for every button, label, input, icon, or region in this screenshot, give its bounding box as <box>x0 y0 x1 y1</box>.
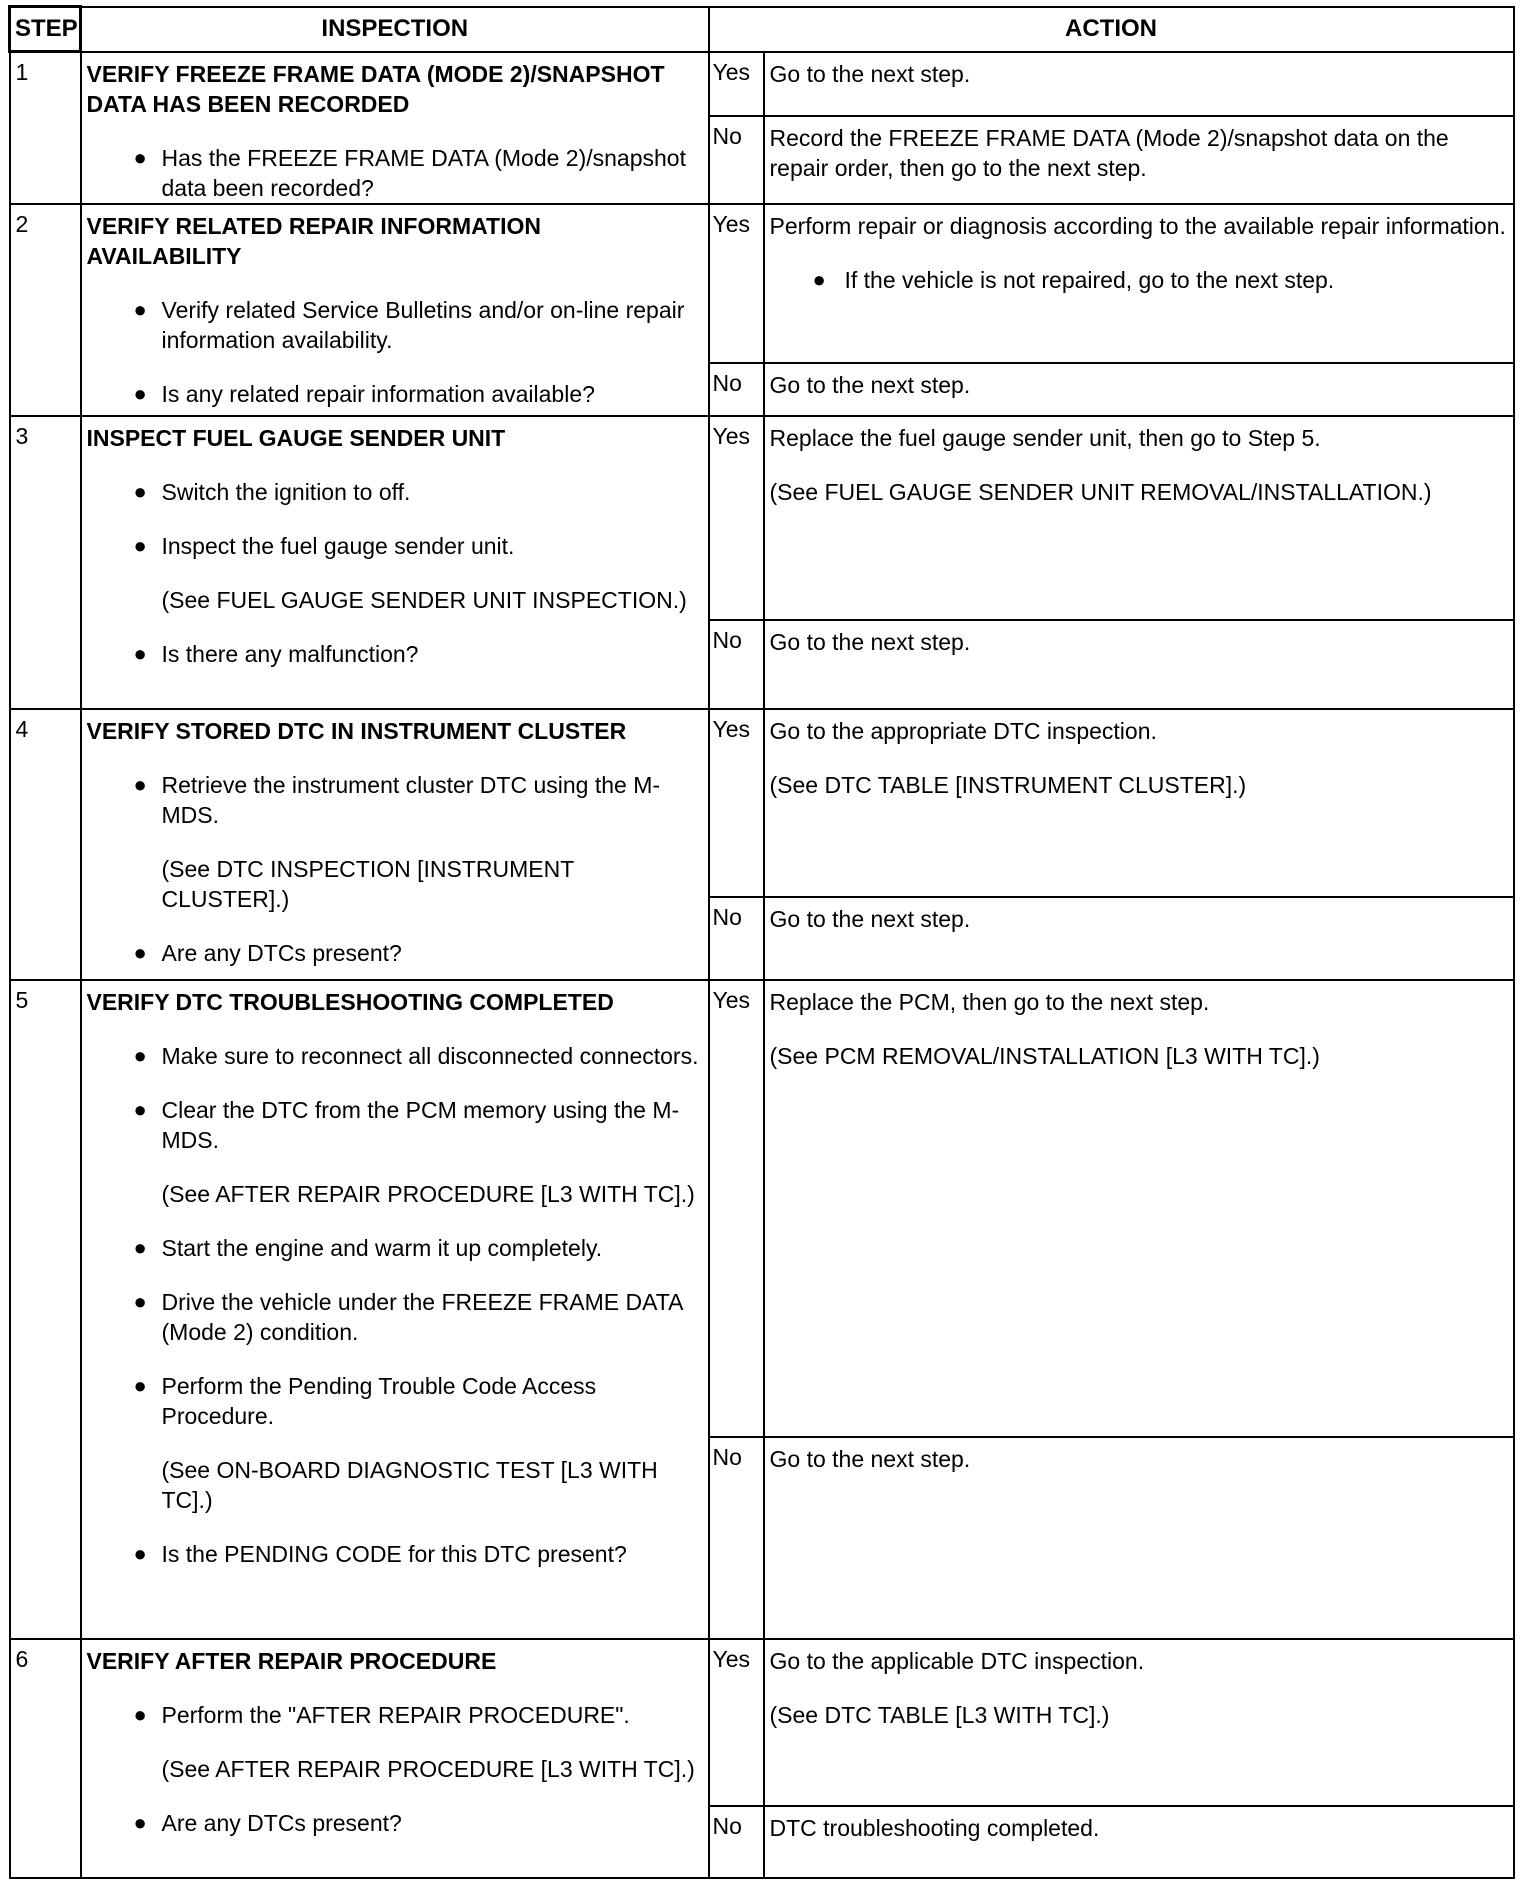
action-text: Go to the next step. <box>769 905 971 932</box>
action-text: (See FUEL GAUGE SENDER UNIT REMOVAL/INSTALLATION.) <box>769 478 1432 505</box>
inspection-item-text: Is any related repair information available? <box>161 381 595 408</box>
action-text: Go to the next step. <box>769 628 971 655</box>
inspection-list <box>87 770 702 968</box>
inspection-title: INSPECT FUEL GAUGE SENDER UNIT <box>86 424 506 451</box>
action-text: Go to the appropriate DTC inspection. <box>769 718 1157 745</box>
answer-yes-label: Yes <box>709 709 764 897</box>
inspection-title: VERIFY AFTER REPAIR PROCEDURE <box>86 1647 497 1674</box>
answer-yes-label: Yes <box>709 980 764 1437</box>
inspection-item <box>87 639 702 669</box>
table-row <box>10 52 1514 116</box>
inspection-item <box>87 531 702 561</box>
yes-action-cell <box>764 709 1514 897</box>
inspection-item-text: Switch the ignition to off. <box>161 478 411 505</box>
inspection-item <box>87 1233 702 1263</box>
bullet-icon: ● <box>133 532 147 558</box>
table-row <box>10 416 1514 620</box>
step-number: 2 <box>10 204 81 416</box>
inspection-reference <box>87 1754 702 1784</box>
bullet-icon: ● <box>133 1809 147 1835</box>
yes-action-cell <box>764 204 1514 363</box>
no-action-cell <box>764 1437 1514 1639</box>
action-text: Go to the next step. <box>769 371 971 398</box>
answer-yes-label: Yes <box>709 416 764 620</box>
action-text: Perform repair or diagnosis according to the available repair information. <box>769 213 1506 240</box>
inspection-item-text: Perform the "AFTER REPAIR PROCEDURE". <box>161 1701 630 1728</box>
answer-yes-label: Yes <box>709 52 764 116</box>
inspection-reference <box>87 1179 702 1209</box>
action-text: Go to the applicable DTC inspection. <box>769 1647 1145 1674</box>
action-text: (See DTC TABLE [INSTRUMENT CLUSTER].) <box>769 772 1247 799</box>
table-row <box>10 980 1514 1437</box>
action-text: DTC troubleshooting completed. <box>769 1814 1100 1841</box>
inspection-reference <box>87 1455 702 1515</box>
inspection-item-text: (See FUEL GAUGE SENDER UNIT INSPECTION.) <box>161 586 687 613</box>
inspection-item <box>87 938 702 968</box>
inspection-item <box>87 1808 702 1838</box>
inspection-cell <box>81 980 709 1639</box>
no-action-cell <box>764 116 1514 204</box>
inspection-item <box>87 1095 702 1155</box>
inspection-item-text: Drive the vehicle under the FREEZE FRAME DATA (Mode 2) condition. <box>161 1289 683 1346</box>
answer-no-label: No <box>709 363 764 416</box>
step-number: 6 <box>10 1639 81 1878</box>
bullet-icon: ● <box>133 1097 147 1123</box>
inspection-item <box>87 1371 702 1431</box>
step-column-header: STEP <box>10 7 81 52</box>
inspection-item-text: Verify related Service Bulletins and/or on-line repair information availability. <box>161 297 685 354</box>
action-sub-list <box>770 265 1507 295</box>
step-number: 4 <box>10 709 81 980</box>
table-row <box>10 204 1514 363</box>
action-text: Go to the next step. <box>769 60 971 87</box>
answer-no-label: No <box>709 897 764 980</box>
inspection-item-text: Make sure to reconnect all disconnected connectors. <box>161 1043 699 1070</box>
no-action-cell <box>764 1806 1514 1878</box>
no-action-cell <box>764 363 1514 416</box>
action-text: Replace the fuel gauge sender unit, then go to Step 5. <box>769 424 1321 451</box>
bullet-icon: ● <box>133 772 147 798</box>
action-column-header: ACTION <box>709 7 1514 52</box>
inspection-item-text: Clear the DTC from the PCM memory using the M-MDS. <box>161 1097 680 1154</box>
bullet-icon: ● <box>133 1541 147 1567</box>
action-text: (See PCM REMOVAL/INSTALLATION [L3 WITH TC].) <box>769 1043 1320 1070</box>
inspection-title: VERIFY DTC TROUBLESHOOTING COMPLETED <box>86 989 614 1016</box>
inspection-cell <box>81 416 709 709</box>
inspection-item-text: Are any DTCs present? <box>161 1809 402 1836</box>
bullet-icon: ● <box>133 381 147 407</box>
inspection-item <box>87 1287 702 1347</box>
bullet-icon: ● <box>133 640 147 666</box>
bullet-icon: ● <box>133 940 147 966</box>
inspection-item <box>87 379 702 409</box>
yes-action-cell <box>764 980 1514 1437</box>
bullet-icon: ● <box>133 144 147 170</box>
inspection-item-text: (See DTC INSPECTION [INSTRUMENT CLUSTER].) <box>161 856 574 913</box>
inspection-cell <box>81 204 709 416</box>
inspection-item <box>87 1539 702 1569</box>
bullet-icon: ● <box>133 1701 147 1727</box>
inspection-item-text: Perform the Pending Trouble Code Access Procedure. <box>161 1373 597 1430</box>
yes-action-cell <box>764 1639 1514 1806</box>
table-row <box>10 1639 1514 1806</box>
inspection-reference <box>87 585 702 615</box>
yes-action-cell <box>764 416 1514 620</box>
inspection-list <box>87 143 702 203</box>
action-text: Replace the PCM, then go to the next step. <box>769 989 1210 1016</box>
inspection-item <box>87 1041 702 1071</box>
action-sub-text: If the vehicle is not repaired, go to the next step. <box>844 267 1335 294</box>
action-sub-item <box>770 265 1507 295</box>
bullet-icon: ● <box>133 297 147 323</box>
inspection-reference <box>87 854 702 914</box>
inspection-cell <box>81 709 709 980</box>
bullet-icon: ● <box>133 1289 147 1315</box>
step-number: 1 <box>10 52 81 205</box>
inspection-title: VERIFY STORED DTC IN INSTRUMENT CLUSTER <box>86 718 627 745</box>
inspection-item <box>87 1700 702 1730</box>
step-number: 5 <box>10 980 81 1639</box>
inspection-item-text: Is there any malfunction? <box>161 640 419 667</box>
inspection-item <box>87 770 702 830</box>
inspection-item <box>87 295 702 355</box>
answer-no-label: No <box>709 1806 764 1878</box>
diagnostic-procedure-table <box>8 5 1515 1879</box>
inspection-cell <box>81 1639 709 1878</box>
answer-no-label: No <box>709 116 764 204</box>
inspection-list <box>87 1700 702 1838</box>
inspection-list <box>87 295 702 409</box>
bullet-icon: ● <box>133 1235 147 1261</box>
inspection-item-text: Is the PENDING CODE for this DTC present? <box>161 1541 627 1568</box>
table-header-row <box>10 7 1514 52</box>
no-action-cell <box>764 897 1514 980</box>
inspection-item <box>87 477 702 507</box>
inspection-title: VERIFY FREEZE FRAME DATA (MODE 2)/SNAPSHOT DATA HAS BEEN RECORDED <box>86 60 665 117</box>
answer-yes-label: Yes <box>709 1639 764 1806</box>
yes-action-cell <box>764 52 1514 116</box>
inspection-list <box>87 1041 702 1569</box>
bullet-icon: ● <box>812 267 826 293</box>
table-body <box>10 52 1514 1879</box>
answer-no-label: No <box>709 1437 764 1639</box>
inspection-cell <box>81 52 709 205</box>
bullet-icon: ● <box>133 1043 147 1069</box>
inspection-item-text: Start the engine and warm it up completely. <box>161 1235 603 1262</box>
inspection-item-text: (See ON-BOARD DIAGNOSTIC TEST [L3 WITH TC].) <box>161 1457 658 1514</box>
answer-no-label: No <box>709 620 764 709</box>
bullet-icon: ● <box>133 478 147 504</box>
inspection-item-text: Inspect the fuel gauge sender unit. <box>161 532 515 559</box>
inspection-item-text: Are any DTCs present? <box>161 940 402 967</box>
answer-yes-label: Yes <box>709 204 764 363</box>
inspection-item-text: (See AFTER REPAIR PROCEDURE [L3 WITH TC].) <box>161 1181 695 1208</box>
inspection-item-text: Retrieve the instrument cluster DTC using the M-MDS. <box>161 772 661 829</box>
action-text: (See DTC TABLE [L3 WITH TC].) <box>769 1701 1110 1728</box>
inspection-list <box>87 477 702 669</box>
step-number: 3 <box>10 416 81 709</box>
inspection-title: VERIFY RELATED REPAIR INFORMATION AVAILABILITY <box>86 213 541 270</box>
action-text: Go to the next step. <box>769 1446 971 1473</box>
no-action-cell <box>764 620 1514 709</box>
action-text: Record the FREEZE FRAME DATA (Mode 2)/snapshot data on the repair order, then go to the next step. <box>769 124 1449 181</box>
table-row <box>10 709 1514 897</box>
bullet-icon: ● <box>133 1373 147 1399</box>
inspection-column-header: INSPECTION <box>81 7 709 52</box>
inspection-item <box>87 143 702 203</box>
inspection-item-text: (See AFTER REPAIR PROCEDURE [L3 WITH TC].) <box>161 1755 695 1782</box>
inspection-item-text: Has the FREEZE FRAME DATA (Mode 2)/snapshot data been recorded? <box>161 144 686 201</box>
